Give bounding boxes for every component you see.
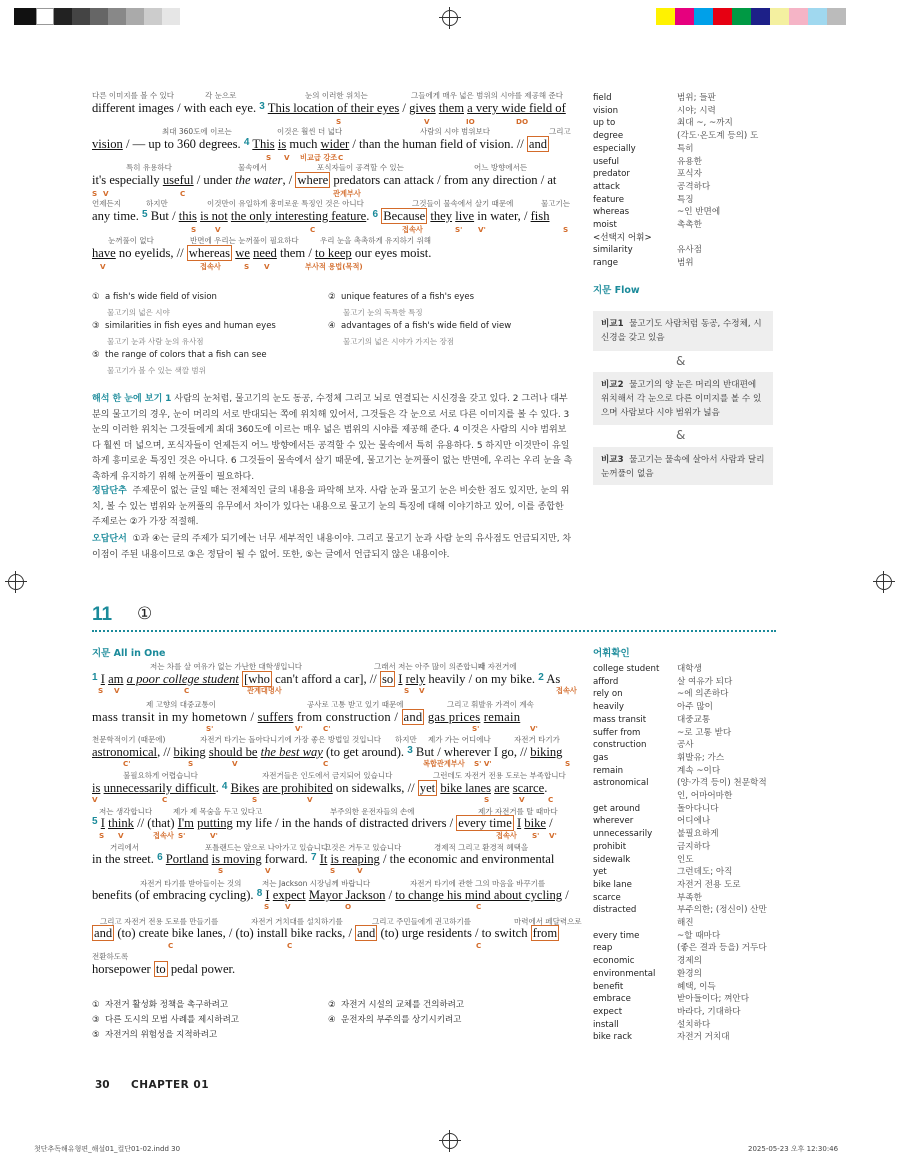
- vocab-word: afford: [593, 676, 619, 687]
- vocab-row: [593, 105, 773, 118]
- vocab-word: moist: [593, 220, 617, 231]
- vocab-word: mass transit: [593, 714, 647, 725]
- option-1-translation: 물고기의 넓은 시야: [107, 308, 170, 317]
- vocab-row: [593, 688, 773, 701]
- grammar-tag: S: [264, 902, 270, 911]
- vocab-row: [593, 892, 773, 905]
- vocab-word: range: [593, 258, 618, 269]
- flow-box-1: 비교1 물고기도 사람처럼 동공, 수정체, 시신경을 갖고 있음: [593, 311, 773, 351]
- gloss-text: 이것은 훨씬 더 넓다: [277, 127, 343, 136]
- gloss-text: 제가 제 목숨을 두고 있다고: [173, 807, 263, 816]
- vocab-word: bike rack: [593, 1032, 633, 1043]
- grammar-tag: C: [476, 902, 482, 911]
- file-date: 2025-05-23 오후 12:30:46: [748, 1145, 839, 1153]
- grammar-tag: C: [184, 686, 190, 695]
- vocab-word: benefit: [593, 981, 624, 992]
- vocab-word: feature: [593, 194, 625, 205]
- vocab-row: [593, 130, 773, 143]
- gloss-text: 물고기는: [541, 199, 570, 208]
- grammar-tag: V': [295, 724, 303, 733]
- vocab-meaning: 부주의한; (정신이) 산만해진: [677, 905, 767, 929]
- vocab-meaning: 어디에나: [677, 816, 711, 827]
- vocab-word: construction: [593, 740, 647, 751]
- vocab-meaning: 대중교통: [677, 714, 711, 725]
- grammar-tag: V: [357, 866, 363, 875]
- explanation-answer-key: 정답단추 주제문이 없는 글일 때는 전체적인 글의 내용을 파악해 보자. 사람 눈과 물고기 눈은 비슷한 점도 있지만, 눈의 위치, 볼 수 있는 범위와 눈꺼풀의 유무에서 차이가 있다는 내용으로 물고기 눈의 특징에 대해 이야기하고 있어, 이를 종합한 주제로는 ②가 가장 적절해.: [92, 486, 570, 527]
- vocab-row: [593, 904, 773, 929]
- q11-option-1[interactable]: ① 자전거 활성화 정책을 촉구하려고: [92, 1000, 229, 1010]
- q11-line-9: horsepower to pedal power.: [92, 962, 236, 976]
- vocab-row: [593, 257, 773, 270]
- vocab-meaning: 범위: [677, 258, 694, 269]
- q11-line-6: in the street. $^6$ Portland is moving forward. $^7$ It is reaping / the economic and environmental: [92, 852, 555, 866]
- vocab-row: [593, 942, 773, 955]
- gloss-text: 불필요하게 어렵습니다: [123, 771, 198, 780]
- gloss-text: 자전거 거치대를 설치하기를: [251, 917, 343, 926]
- vocab-row: [593, 156, 773, 169]
- q11-option-4[interactable]: ④ 운전자의 부주의를 상기시키려고: [328, 1015, 462, 1025]
- vocab-word: <선택지 어휘>: [593, 232, 652, 243]
- option-2-translation: 물고기 눈의 독특한 특징: [343, 308, 423, 317]
- grammar-tag: S': [178, 831, 186, 840]
- flow-amp: &: [676, 354, 686, 368]
- grammar-tag: C: [180, 189, 186, 198]
- vocab-row: [593, 232, 773, 245]
- passage-line-3: it's especially useful / under the water, / where predators can attack / from any direction / at: [92, 173, 557, 187]
- gloss-text: 눈꺼풀이 없다: [108, 236, 154, 245]
- vocab-row: [593, 752, 773, 765]
- gloss-text: 특히 유용하다: [126, 163, 172, 172]
- vocab-word: prohibit: [593, 841, 627, 852]
- option-1[interactable]: ① a fish's wide field of vision: [92, 292, 217, 302]
- grammar-tag: V': [530, 724, 538, 733]
- vocab-row: [593, 143, 773, 156]
- gloss-text: 저는 Jackson 시장님께 바랍니다: [262, 879, 371, 888]
- gloss-text: 포식자들이 공격할 수 있는: [317, 163, 404, 172]
- vocab-row: [593, 727, 773, 740]
- grammar-tag: S: [99, 831, 105, 840]
- grammar-tag: 접속사: [200, 262, 221, 271]
- vocab-row: [593, 92, 773, 105]
- q11-line-7: benefits (of embracing cycling). $^8$ I expect Mayor Jackson / to change his mind about cycling /: [92, 888, 569, 902]
- registration-mark-icon: [8, 574, 24, 590]
- grammar-tag: 접속사: [556, 686, 577, 695]
- vocab-word: environmental: [593, 968, 656, 979]
- vocab-word: astronomical: [593, 778, 649, 789]
- gloss-text: 그리고: [549, 127, 571, 136]
- vocab-meaning: ~로 고통 받다: [677, 727, 732, 738]
- vocab-row: [593, 676, 773, 689]
- grammar-tag: S: [98, 686, 104, 695]
- vocab-meaning: 부족한: [677, 892, 702, 903]
- vocab-word: every time: [593, 930, 640, 941]
- grammar-tag: S': [455, 225, 463, 234]
- gloss-text: 하지만: [395, 735, 417, 744]
- vocab-meaning: ~인 반면에: [677, 207, 721, 218]
- vocab-meaning: 휘발유; 가스: [677, 752, 725, 763]
- gloss-text: 포틀랜드는 앞으로 나아가고 있습니다: [205, 843, 329, 852]
- vocab-word: remain: [593, 765, 624, 776]
- vocab-row: [593, 117, 773, 130]
- grammar-tag: V: [118, 831, 124, 840]
- vocab-row: [593, 968, 773, 981]
- vocab-word: vision: [593, 105, 619, 116]
- grammar-tag: 접속사: [153, 831, 174, 840]
- grammar-tag: S: [188, 759, 194, 768]
- vocab-word: sidewalk: [593, 854, 631, 865]
- gloss-text: 최대 360도에 이르는: [162, 127, 232, 136]
- grammar-tag: 부사적 용법(목적): [305, 262, 363, 271]
- grammar-tag: V: [114, 686, 120, 695]
- vocab-word: suffer from: [593, 727, 641, 738]
- vocab-word: especially: [593, 143, 636, 154]
- grammar-tag: V': [210, 831, 218, 840]
- gloss-text: 저는 차를 살 여유가 없는 가난한 대학생입니다: [150, 662, 302, 671]
- vocab-word: attack: [593, 181, 620, 192]
- vocab-meaning: 설치하다: [677, 1019, 711, 1030]
- q11-option-3[interactable]: ③ 다른 도시의 모범 사례를 제시하려고: [92, 1015, 240, 1025]
- vocab-row: [593, 866, 773, 879]
- q11-option-2[interactable]: ② 자전거 시설의 교체를 건의하려고: [328, 1000, 465, 1010]
- vocab-meaning: (양·가격 등이) 천문학적인, 어마어마한: [677, 778, 767, 802]
- vocab-row: [593, 1006, 773, 1019]
- vocab-list-top: [593, 92, 773, 270]
- grammar-tag: 접속사: [496, 831, 517, 840]
- grammar-tag: S: [404, 686, 410, 695]
- grammar-tag: 관계대명사: [247, 686, 282, 695]
- gloss-text: 눈의 이러한 위치는: [305, 91, 368, 100]
- grammar-tag: 관계부사: [333, 189, 361, 198]
- section-divider: [92, 630, 776, 632]
- passage-line-2: vision / — up to 360 degrees. $^4$ This is much wider / than the human field of vision. // and: [92, 137, 548, 151]
- gloss-text: 자전거 타기에 관한 그의 마음을 바꾸기를: [410, 879, 546, 888]
- gloss-text: 천문학적이기 (때문에): [92, 735, 166, 744]
- q11-line-3: astronomical, // biking should be the best way (to get around). $^3$ But / wherever I go, // biking: [92, 745, 563, 759]
- gloss-text: 그리고 휘발유 가격이 계속: [447, 700, 534, 709]
- vocab-row: [593, 981, 773, 994]
- vocab-word: expect: [593, 1006, 623, 1017]
- vocab-row: [593, 194, 773, 207]
- gloss-text: 제 자전거에: [478, 662, 517, 671]
- gloss-text: 자전거 타기는 돌아다니기에 가장 좋은 방법일 것입니다: [200, 735, 381, 744]
- vocab-meaning: 촉촉한: [677, 220, 702, 231]
- vocab-meaning: 금지하다: [677, 841, 711, 852]
- vocab-row: [593, 815, 773, 828]
- vocab-word: predator: [593, 169, 630, 180]
- chapter-label: CHAPTER 01: [131, 1079, 210, 1091]
- grammar-tag: C: [162, 795, 168, 804]
- gloss-text: 그래서 저는 아주 많이 의존합니다: [374, 662, 485, 671]
- vocab-word: degree: [593, 131, 624, 142]
- vocab-row: [593, 879, 773, 892]
- vocab-meaning: ~에 의존하다: [677, 689, 729, 700]
- gloss-text: 경제적 그리고 환경적 혜택을: [434, 843, 529, 852]
- vocab-row: [593, 854, 773, 867]
- grammar-tag: V': [549, 831, 557, 840]
- vocab-meaning: 대학생: [677, 664, 702, 674]
- q11-line-4: is unnecessarily difficult. $^4$ Bikes are prohibited on sidewalks, // yet bike lanes are scarce.: [92, 781, 548, 795]
- vocab-row: [593, 244, 773, 257]
- vocab-meaning: 불필요하게: [677, 829, 719, 840]
- vocab-meaning: 범위; 들판: [677, 93, 716, 103]
- gloss-text: 제 고향의 대중교통이: [146, 700, 216, 709]
- flow-box-2: 비교2 물고기의 양 눈은 머리의 반대편에 위치해서 각 눈으로 다른 이미지를 볼 수 있으며 사람보다 시야 범위가 넓음: [593, 372, 773, 425]
- gloss-text: 마력에서 페달력으로: [514, 917, 582, 926]
- grammar-tag: V: [215, 225, 221, 234]
- option-5-translation: 물고기가 볼 수 있는 색깔 범위: [107, 366, 206, 375]
- gloss-text: 공사로 고통 받고 있기 때문에: [307, 700, 404, 709]
- grammar-tag: 접속사: [402, 225, 423, 234]
- registration-mark-icon: [442, 1133, 458, 1149]
- grammar-tag: C: [323, 759, 329, 768]
- passage-line-4: any time. $^5$ But / this is not the only interesting feature. $^6$ Because they live in water, / fish: [92, 209, 550, 223]
- vocab-row: [593, 168, 773, 181]
- gloss-text: 우리 눈을 촉촉하게 유지하기 위해: [320, 236, 431, 245]
- vocab-word: reap: [593, 943, 613, 954]
- grammar-tag: V': [478, 225, 486, 234]
- vocab-word: rely on: [593, 689, 623, 700]
- vocab-meaning: 공사: [677, 740, 694, 751]
- gloss-text: 어느 방향에서든: [474, 163, 528, 172]
- option-5[interactable]: ⑤ the range of colors that a fish can see: [92, 350, 267, 360]
- section-title: 지문 All in One: [92, 648, 166, 659]
- grammar-tag: V: [103, 189, 109, 198]
- grammar-tag: C: [338, 153, 344, 162]
- flow-title: 지문 Flow: [593, 285, 640, 296]
- vocab-meaning: 특히: [677, 143, 694, 154]
- vocab-meaning: [677, 232, 773, 245]
- vocab-word: scarce: [593, 892, 621, 903]
- vocab-word: up to: [593, 118, 616, 129]
- vocab-meaning: 돌아다니다: [677, 803, 719, 814]
- question-answer: ①: [137, 604, 153, 624]
- gloss-text: 제가 자전거를 탈 때마다: [478, 807, 558, 816]
- vocab-row: [593, 841, 773, 854]
- gloss-text: 자전거 타기를 받아들이는 것의: [140, 879, 242, 888]
- grammar-tag: V: [519, 795, 525, 804]
- grammar-tag: V: [424, 117, 430, 126]
- grammar-tag: S: [266, 153, 272, 162]
- gloss-text: 저는 생각합니다: [99, 807, 153, 816]
- grammar-tag: S: [244, 262, 250, 271]
- grammar-tag: V: [92, 795, 98, 804]
- option-3[interactable]: ③ similarities in fish eyes and human eyes: [92, 321, 276, 331]
- flow-amp: &: [676, 428, 686, 442]
- grammar-tag: V: [419, 686, 425, 695]
- passage-line-5: have no eyelids, // whereas we need them / to keep our eyes moist.: [92, 246, 432, 260]
- vocab-meaning: 혜택, 이득: [677, 981, 716, 992]
- vocab-word: yet: [593, 867, 607, 878]
- gloss-text: 그들에게 매우 넓은 범위의 시야를 제공해 준다: [411, 91, 563, 100]
- vocab-row: [593, 701, 773, 714]
- vocab-row: [593, 1019, 773, 1032]
- grammar-tag: C: [168, 941, 174, 950]
- gloss-text: 그런데도 자전거 전용 도로는 부족합니다: [433, 771, 566, 780]
- gloss-text: 사람의 시야 범위보다: [420, 127, 490, 136]
- grammar-tag: S' V': [474, 759, 492, 768]
- vocab-word: install: [593, 1019, 619, 1030]
- vocab-meaning: (각도·온도계 등의) 도: [677, 131, 759, 142]
- vocab-row: [593, 1031, 773, 1044]
- option-2[interactable]: ② unique features of a fish's eyes: [328, 292, 475, 302]
- vocab-meaning: 자전거 전용 도로: [677, 879, 741, 890]
- vocab-list-bottom: [593, 663, 773, 1044]
- vocab-meaning: 유용한: [677, 156, 702, 167]
- vocab-word: bike lane: [593, 879, 632, 890]
- gloss-text: 그것들이 물속에서 살기 때문에: [412, 199, 514, 208]
- vocab-meaning: (좋은 결과 등을) 거두다: [677, 943, 767, 954]
- gloss-text: 자전거 타기가: [514, 735, 560, 744]
- gloss-text: 언제든지: [92, 199, 121, 208]
- grammar-tag: S': [532, 831, 540, 840]
- gloss-text: 다른 이미지를 볼 수 있다: [92, 91, 174, 100]
- grammar-tag: O: [345, 902, 352, 911]
- grammar-tag: S: [92, 189, 98, 198]
- vocab-word: similarity: [593, 245, 633, 256]
- vocab-meaning: 공격하다: [677, 181, 711, 192]
- vocab-word: whereas: [593, 207, 630, 218]
- grammar-tag: 비교급 강조: [300, 153, 338, 162]
- gloss-text: 물속에서: [238, 163, 267, 172]
- gloss-text: 거리에서: [110, 843, 139, 852]
- vocab-meaning: 환경의: [677, 968, 702, 979]
- gloss-text: 그것은 거두고 있습니다: [324, 843, 402, 852]
- grammar-tag: V: [265, 866, 271, 875]
- vocab-row: [593, 219, 773, 232]
- gloss-text: 반면에 우리는 눈꺼풀이 필요하다: [190, 236, 299, 245]
- grammar-tag: C': [323, 724, 331, 733]
- vocab-word: useful: [593, 156, 620, 167]
- vocab-word: field: [593, 93, 612, 103]
- vocab-meaning: 자전거 거치대: [677, 1032, 730, 1043]
- grammar-tag: V: [284, 153, 290, 162]
- gloss-text: 제가 가는 어디에나: [428, 735, 491, 744]
- vocab-word: embrace: [593, 994, 631, 1005]
- grammar-tag: S: [565, 759, 571, 768]
- gloss-text: 그리고 주민들에게 권고하기를: [372, 917, 471, 926]
- vocab-word: get around: [593, 803, 641, 814]
- option-4[interactable]: ④ advantages of a fish's wide field of view: [328, 321, 512, 331]
- file-name: 첫단추독해유형편_해설01_컬단01-02.indd 30: [34, 1145, 181, 1153]
- q11-option-5[interactable]: ⑤ 자전거의 위험성을 지적하려고: [92, 1030, 218, 1040]
- grammar-tag: IO: [466, 117, 475, 126]
- grammar-tag: C: [476, 941, 482, 950]
- vocab-word: heavily: [593, 702, 624, 713]
- vocab-meaning: 시야; 시력: [677, 105, 716, 116]
- vocab-word: distracted: [593, 905, 637, 916]
- grammar-tag: S': [472, 724, 480, 733]
- q11-line-2: mass transit in my hometown / suffers from construction / and gas prices remain: [92, 710, 521, 724]
- grammar-tag: C': [123, 759, 131, 768]
- vocab-title: 어휘확인: [593, 648, 630, 659]
- vocab-row: [593, 777, 773, 802]
- gloss-text: 자전거들은 인도에서 금지되어 있습니다: [262, 771, 393, 780]
- vocab-meaning: 포식자: [677, 169, 702, 180]
- grammar-tag: S: [330, 866, 336, 875]
- grammar-tag: S': [206, 724, 214, 733]
- vocab-meaning: 인도: [677, 854, 694, 865]
- explanation-translation: 해석 한 눈에 보기 1 사람의 눈처럼, 물고기의 눈도 동공, 수정체 그리고 뇌로 연결되는 시신경을 갖고 있다. 2 그러나 대부분의 물고기의 경우, 눈이 머리의 서로 반대되는 쪽에 위치해 있어서, 그것들은 각 눈으로 서로 다른 이미지를 볼 수 있다. 3 눈의 이러한 위치는 그것들에게 최대 360도에 이르는 매우 넓은 범위의 시야를 제공해 준다. 4 이것은 사람의 시야 범위보다 훨씬 더 넓으며, 포식자들이 언제든지 어느 방향에서든 공격할 수 있는 물속에서 특히 유용하다. 5 하지만 이것만이 유일하게 흥미로운 특징인 것은 아니다. 6 그것들이 물속에서 살기 때문에, 물고기는 눈꺼풀이 없는 반면에, 우리는 우리 눈을 촉촉하게 유지하기 위해 눈꺼풀이 필요하다.: [92, 394, 573, 482]
- q11-line-1: $^1$ I am a poor college student [who can't afford a car], // so I rely heavily / on my bike. $^2$ As: [92, 672, 561, 686]
- grammar-tag: V: [100, 262, 106, 271]
- vocab-word: unnecessarily: [593, 829, 653, 840]
- vocab-row: [593, 993, 773, 1006]
- grammar-tag: S: [336, 117, 342, 126]
- registration-mark-icon: [876, 574, 892, 590]
- vocab-meaning: 아주 많이: [677, 702, 713, 713]
- vocab-row: [593, 930, 773, 943]
- vocab-word: college student: [593, 664, 660, 674]
- question-number: 11: [92, 604, 113, 625]
- vocab-row: [593, 206, 773, 219]
- gloss-text: 이것만이 유일하게 흥미로운 특징인 것은 아니다: [207, 199, 364, 208]
- option-3-translation: 물고기 눈과 사람 눈의 유사점: [107, 337, 204, 346]
- vocab-meaning: 살 여유가 되다: [677, 676, 733, 687]
- gloss-text: 그리고 자전거 전용 도로를 만들기를: [100, 917, 219, 926]
- vocab-meaning: ~할 때마다: [677, 930, 721, 941]
- option-4-translation: 물고기의 넓은 시야가 가지는 장점: [343, 337, 454, 346]
- grammar-tag: C: [548, 795, 554, 804]
- grammar-tag: V: [307, 795, 313, 804]
- vocab-row: [593, 828, 773, 841]
- vocab-meaning: 최대 ~, ~까지: [677, 118, 733, 129]
- flow-box-3: 비교3 물고기는 물속에 살아서 사람과 달리 눈꺼풀이 없음: [593, 447, 773, 485]
- vocab-row: [593, 803, 773, 816]
- vocab-meaning: 바라다, 기대하다: [677, 1006, 741, 1017]
- grammar-tag: 복합관계부사: [423, 759, 465, 768]
- vocab-meaning: 받아들이다; 껴안다: [677, 994, 750, 1005]
- vocab-row: [593, 765, 773, 778]
- vocab-word: gas: [593, 752, 609, 763]
- grammar-tag: C: [310, 225, 316, 234]
- vocab-meaning: 경제의: [677, 956, 702, 967]
- grammar-tag: V: [285, 902, 291, 911]
- vocab-row: [593, 739, 773, 752]
- q11-line-5: $^5$ I think // (that) I'm putting my life / in the hands of distracted drivers / every time I bike /: [92, 816, 553, 830]
- gloss-text: 부주의한 운전자들의 손에: [330, 807, 415, 816]
- vocab-row: [593, 181, 773, 194]
- grammar-tag: S: [191, 225, 197, 234]
- grammar-tag: DO: [516, 117, 529, 126]
- grammar-tag: S: [563, 225, 569, 234]
- grammar-tag: C: [287, 941, 293, 950]
- gloss-text: 각 눈으로: [205, 91, 237, 100]
- vocab-word: economic: [593, 956, 635, 967]
- vocab-meaning: 계속 ~이다: [677, 765, 721, 776]
- vocab-meaning: 특징: [677, 194, 694, 205]
- grammar-tag: S: [218, 866, 224, 875]
- gloss-text: 하지만: [146, 199, 168, 208]
- explanation-wrong-answers: 오답단서 ①과 ④는 글의 주제가 되기에는 너무 세부적인 내용이야. 그리고 물고기 눈과 사람 눈의 유사점도 언급되지만, 차이점이 주된 내용이므로 ③은 정답이 될 수 없어. 또한, ⑤는 글에서 언급되지 않은 내용이야.: [92, 534, 572, 560]
- vocab-word: wherever: [593, 816, 634, 827]
- vocab-row: [593, 663, 773, 676]
- vocab-meaning: 유사점: [677, 245, 702, 256]
- vocab-meaning: 그런데도; 아직: [677, 867, 733, 878]
- gloss-text: 전환하도록: [92, 952, 129, 961]
- passage-line-1: different images / with each eye. $^3$ This location of their eyes / gives them a very wide field of: [92, 101, 566, 115]
- q11-line-8: and (to) create bike lanes, / (to) install bike racks, / and (to) urge residents / to switch from: [94, 926, 558, 940]
- vocab-row: [593, 714, 773, 727]
- grammar-tag: V: [264, 262, 270, 271]
- vocab-row: [593, 955, 773, 968]
- grammar-tag: S: [252, 795, 258, 804]
- grammar-tag: S: [484, 795, 490, 804]
- page-number: 30: [95, 1079, 110, 1091]
- registration-mark-icon: [442, 10, 458, 26]
- grammar-tag: V: [232, 759, 238, 768]
